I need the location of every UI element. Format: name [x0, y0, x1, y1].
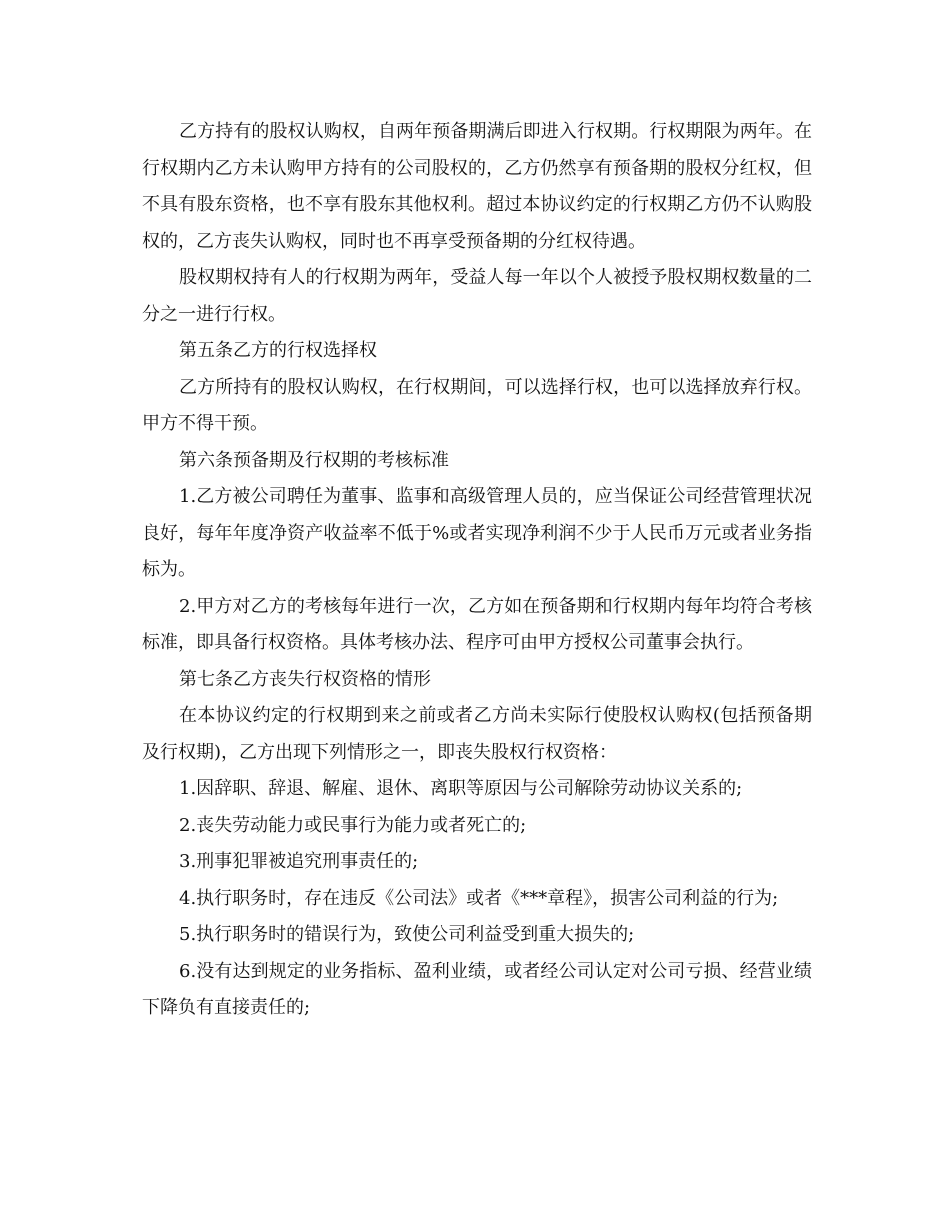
paragraph-assessment-2: 2.甲方对乙方的考核每年进行一次，乙方如在预备期和行权期内每年均符合考核标准，即具备行权资格。具体考核办法、程序可由甲方授权公司董事会执行。 — [142, 595, 812, 653]
list-item-3: 3.刑事犯罪被追究刑事责任的; — [179, 851, 419, 872]
heading-article-5: 第五条乙方的行权选择权 — [179, 340, 377, 361]
document-body — [142, 114, 812, 1027]
paragraph-loss-conditions: 在本协议约定的行权期到来之前或者乙方尚未实际行使股权认购权(包括预备期及行权期)，乙方出现下列情形之一，即丧失股权行权资格： — [142, 705, 812, 763]
paragraph-choice-right: 乙方所持有的股权认购权，在行权期间，可以选择行权，也可以选择放弃行权。甲方不得干预。 — [142, 376, 812, 434]
paragraph-assessment-1: 1.乙方被公司聘任为董事、监事和高级管理人员的，应当保证公司经营管理状况良好，每年年度净资产收益率不低于%或者实现净利润不少于人民币万元或者业务指标为。 — [142, 486, 812, 580]
list-item-2: 2.丧失劳动能力或民事行为能力或者死亡的; — [179, 814, 527, 836]
paragraph-exercise-ratio: 股权期权持有人的行权期为两年，受益人每一年以个人被授予股权期权数量的二分之一进行行权。 — [142, 267, 812, 325]
list-item-1: 1.因辞职、辞退、解雇、退休、离职等原因与公司解除劳动协议关系的; — [179, 778, 743, 799]
list-item-5: 5.执行职务时的错误行为，致使公司利益受到重大损失的; — [179, 924, 635, 945]
heading-article-7: 第七条乙方丧失行权资格的情形 — [179, 668, 431, 690]
list-item-4: 4.执行职务时，存在违反《公司法》或者《***章程》，损害公司利益的行为; — [179, 887, 779, 909]
paragraph-exercise-period: 乙方持有的股权认购权，自两年预备期满后即进入行权期。行权期限为两年。在行权期内乙方未认购甲方持有的公司股权的，乙方仍然享有预备期的股权分红权，但不具有股东资格，也不享有股东其他权利。超过本协议约定的行权期乙方仍不认购股权的，乙方丧失认购权，同时也不再享受预备期的分红权待遇。 — [142, 121, 812, 252]
heading-article-6: 第六条预备期及行权期的考核标准 — [179, 449, 449, 471]
list-item-6: 6.没有达到规定的业务指标、盈利业绩，或者经公司认定对公司亏损、经营业绩下降负有直接责任的; — [142, 960, 812, 1018]
